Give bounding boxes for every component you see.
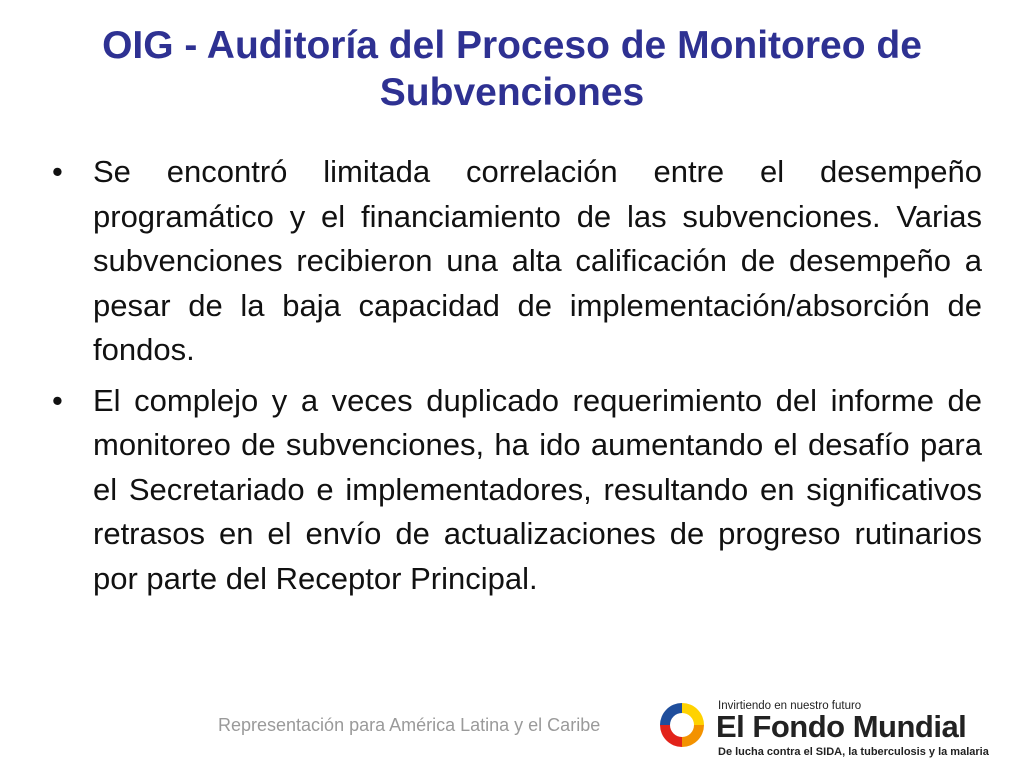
logo-subtitle: De lucha contra el SIDA, la tuberculosis y la malaria: [718, 746, 989, 758]
bullet-marker: •: [52, 382, 63, 418]
logo-name: El Fondo Mundial: [716, 709, 967, 744]
bullet-text: El complejo y a veces duplicado requerimiento del informe de monitoreo de subvenciones, ha ido aumentando el desafío para el Secretariado e implementadores, resultando en significativos retrasos en el envío de actualizaciones de progreso rutinarios por parte del Receptor Principal.: [93, 382, 982, 596]
bullet-item: [50, 379, 982, 602]
bullet-marker: •: [52, 154, 63, 189]
bullet-list: [50, 150, 982, 607]
global-fund-swirl-icon: [654, 697, 710, 753]
footer-office-text: Representación para América Latina y el Caribe: [218, 715, 601, 735]
logo-tagline: Invirtiendo en nuestro futuro: [718, 700, 862, 712]
slide-title: OIG - Auditoría del Proceso de Monitoreo de Subvenciones: [102, 24, 922, 114]
bullet-item: [50, 150, 982, 373]
bullet-text: Se encontró limitada correlación entre el desempeño programático y el financiamiento de las subvenciones. Varias subvenciones recibieron una alta calificación de desempeño a pesar de la baja capacidad de implementación/absorción de fondos.: [93, 154, 982, 367]
